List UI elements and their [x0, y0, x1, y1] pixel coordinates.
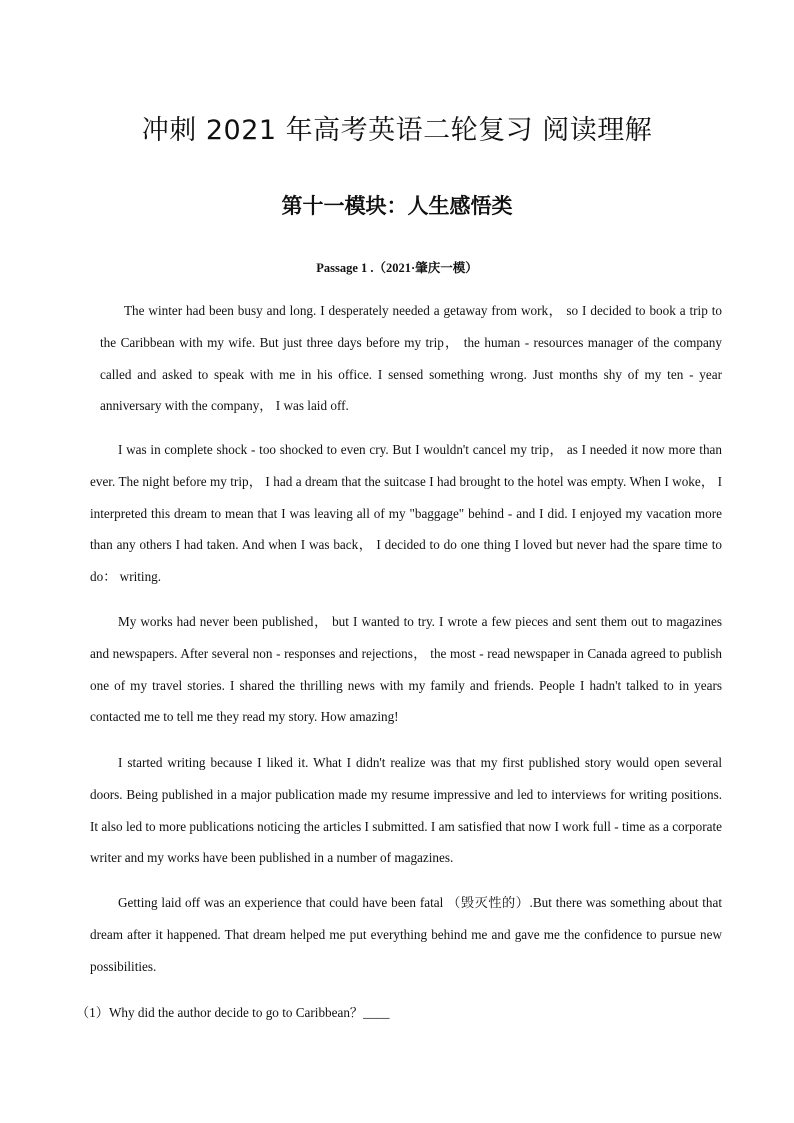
module-subtitle: 第十一模块：人生感悟类 [281, 194, 513, 218]
passage-label: Passage 1 .（2021·肇庆一模） [316, 261, 478, 275]
paragraph-3: My works had never been published， but I wanted to try. I wrote a few pieces and sent them out to magazines and newspapers. After several non - responses and rejections， the most - read newspaper in Canada agreed to publish one of my travel stories. I shared the thrilling news with my family and friends. People I hadn't talked to in years contacted me to tell me they read my story. How amazing! [90, 614, 722, 725]
paragraph-2: I was in complete shock - too shocked to even cry. But I wouldn't cancel my trip， as I needed it now more than ever. The night before my trip， I had a dream that the suitcase I had brought to the hotel was empty. When I woke， I interpreted this dream to mean that I was leaving all of my "baggage" behind - and I did. I enjoyed my vacation more than any others I had taken. And when I was back， I decided to do one thing I loved but never had the spare time to do： writing. [90, 442, 722, 585]
question-1: （1）Why did the author decide to go to Caribbean？____ [76, 1005, 390, 1020]
paragraph-1: The winter had been busy and long. I desperately needed a getaway from work， so I decided to book a trip to the Caribbean with my wife. But just three days before my trip， the human - resources manager of the company called and asked to speak with me in his office. I sensed something wrong. Just months shy of my ten - year anniversary with the company， I was laid off. [100, 303, 722, 414]
paragraph-4: I started writing because I liked it. What I didn't realize was that my first published story would open several doors. Being published in a major publication made my resume impressive and led to interviews for writing positions. It also led to more publications noticing the articles I submitted. I am satisfied that now I work full - time as a corporate writer and my works have been published in a number of magazines. [90, 755, 722, 866]
paragraph-5: Getting laid off was an experience that could have been fatal （毁灭性的）.But there was something about that dream after it happened. That dream helped me put everything behind me and gave me the confidence to pursue new possibilities. [90, 895, 722, 974]
document-title: 冲刺 2021 年高考英语二轮复习 阅读理解 [141, 115, 653, 146]
